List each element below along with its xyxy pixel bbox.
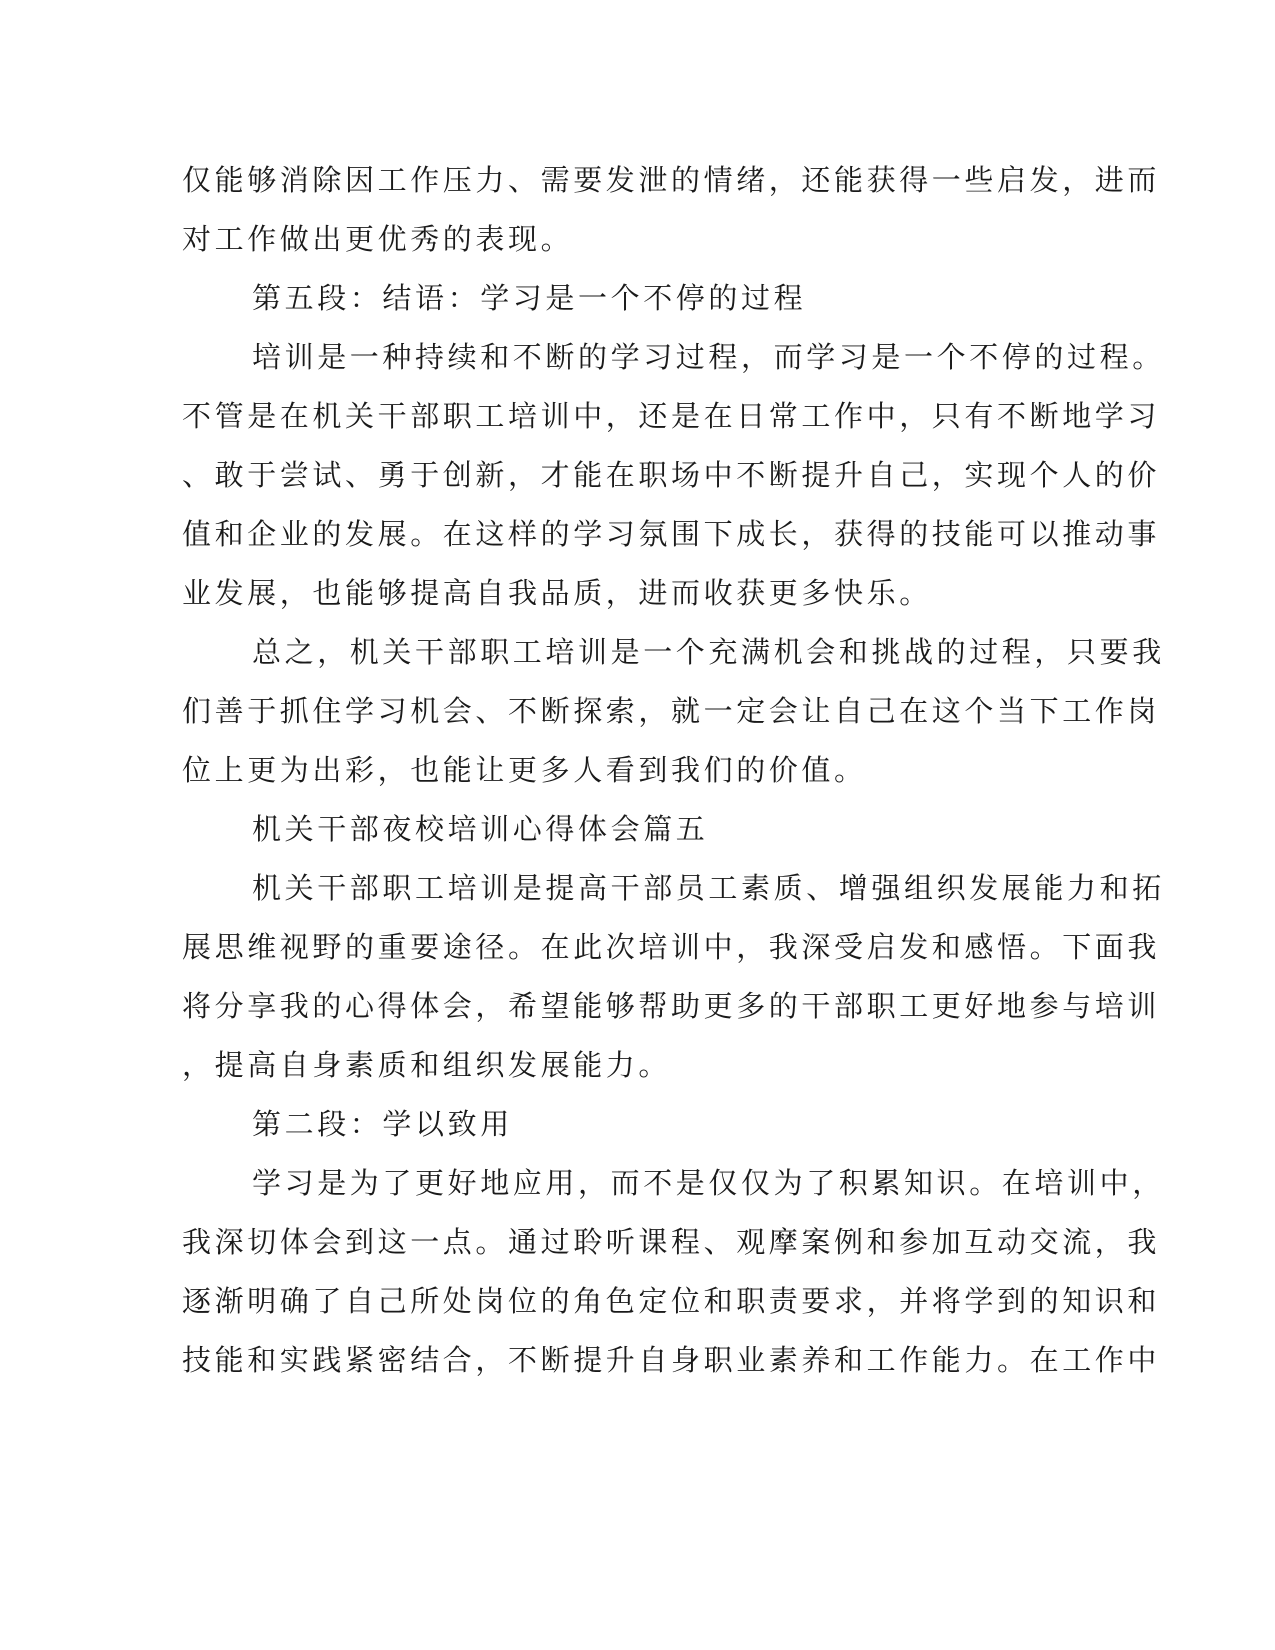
text-line: 位上更为出彩，也能让更多人看到我们的价值。 (182, 753, 867, 787)
section-heading: 第五段：结语：学习是一个不停的过程 (252, 281, 807, 315)
paragraph-first-line: 学习是为了更好地应用，而不是仅仅为了积累知识。在培训中， (252, 1166, 1165, 1200)
article-title: 机关干部夜校培训心得体会篇五 (252, 812, 709, 846)
text-line: ，提高自身素质和组织发展能力。 (182, 1048, 672, 1082)
text-line: 我深切体会到这一点。通过聆听课程、观摩案例和参加互动交流，我 (182, 1225, 1161, 1259)
text-line: 展思维视野的重要途径。在此次培训中，我深受启发和感悟。下面我 (182, 930, 1161, 964)
text-line: 仅能够消除因工作压力、需要发泄的情绪，还能获得一些启发，进而 (182, 163, 1161, 197)
paragraph-first-line: 培训是一种持续和不断的学习过程，而学习是一个不停的过程。 (252, 340, 1165, 374)
text-line: 、敢于尝试、勇于创新，才能在职场中不断提升自己，实现个人的价 (182, 458, 1161, 492)
text-line: 逐渐明确了自己所处岗位的角色定位和职责要求，并将学到的知识和 (182, 1284, 1161, 1318)
section-heading: 第二段：学以致用 (252, 1107, 513, 1141)
paragraph-first-line: 总之，机关干部职工培训是一个充满机会和挑战的过程，只要我 (252, 635, 1165, 669)
text-line: 不管是在机关干部职工培训中，还是在日常工作中，只有不断地学习 (182, 399, 1161, 433)
text-line: 们善于抓住学习机会、不断探索，就一定会让自己在这个当下工作岗 (182, 694, 1161, 728)
text-line: 对工作做出更优秀的表现。 (182, 222, 574, 256)
text-line: 技能和实践紧密结合，不断提升自身职业素养和工作能力。在工作中 (182, 1343, 1161, 1377)
paragraph-first-line: 机关干部职工培训是提高干部员工素质、增强组织发展能力和拓 (252, 871, 1165, 905)
text-line: 值和企业的发展。在这样的学习氛围下成长，获得的技能可以推动事 (182, 517, 1161, 551)
text-line: 将分享我的心得体会，希望能够帮助更多的干部职工更好地参与培训 (182, 989, 1161, 1023)
text-line: 业发展，也能够提高自我品质，进而收获更多快乐。 (182, 576, 932, 610)
